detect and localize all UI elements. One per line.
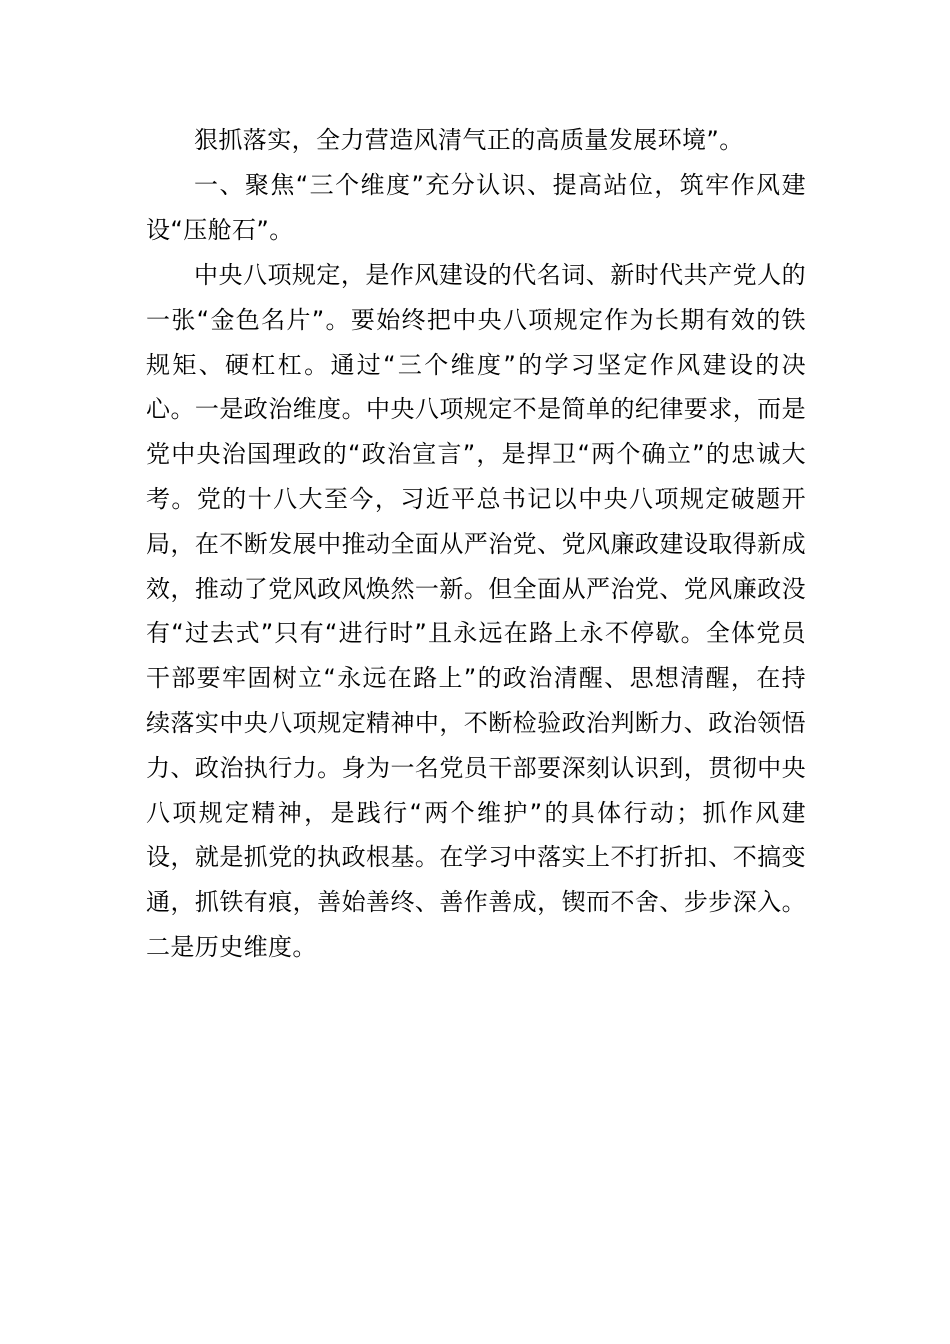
paragraph-continuation: 狠抓落实，全力营造风清气正的高质量发展环境”。	[194, 126, 744, 154]
section-heading-one: 一、聚焦“三个维度”充分认识、提高站位，筑牢作风建设“压舱石”。	[146, 171, 806, 244]
paragraph-body: 中央八项规定，是作风建设的代名词、新时代共产党人的一张“金色名片”。要始终把中央八项规定作为长期有效的铁规矩、硬杠杠。通过“三个维度”的学习坚定作风建设的决心。一是政治维度。中央八项规定不是简单的纪律要求，而是党中央治国理政的“政治宣言”，是捍卫“两个确立”的忠诚大考。党的十八大至今，习近平总书记以中央八项规定破题开局，在不断发展中推动全面从严治党、党风廉政建设取得新成效，推动了党风政风焕然一新。但全面从严治党、党风廉政没有“过去式”只有“进行时”且永远在路上永不停歇。全体党员干部要牢固树立“永远在路上”的政治清醒、思想清醒，在持续落实中央八项规定精神中，不断检验政治判断力、政治领悟力、政治执行力。身为一名党员干部要深刻认识到，贯彻中央八项规定精神，是践行“两个维护”的具体行动；抓作风建设，就是抓党的执政根基。在学习中落实上不打折扣、不搞变通，抓铁有痕，善始善终、善作善成，锲而不舍、步步深入。二是历史维度。	[146, 261, 806, 961]
